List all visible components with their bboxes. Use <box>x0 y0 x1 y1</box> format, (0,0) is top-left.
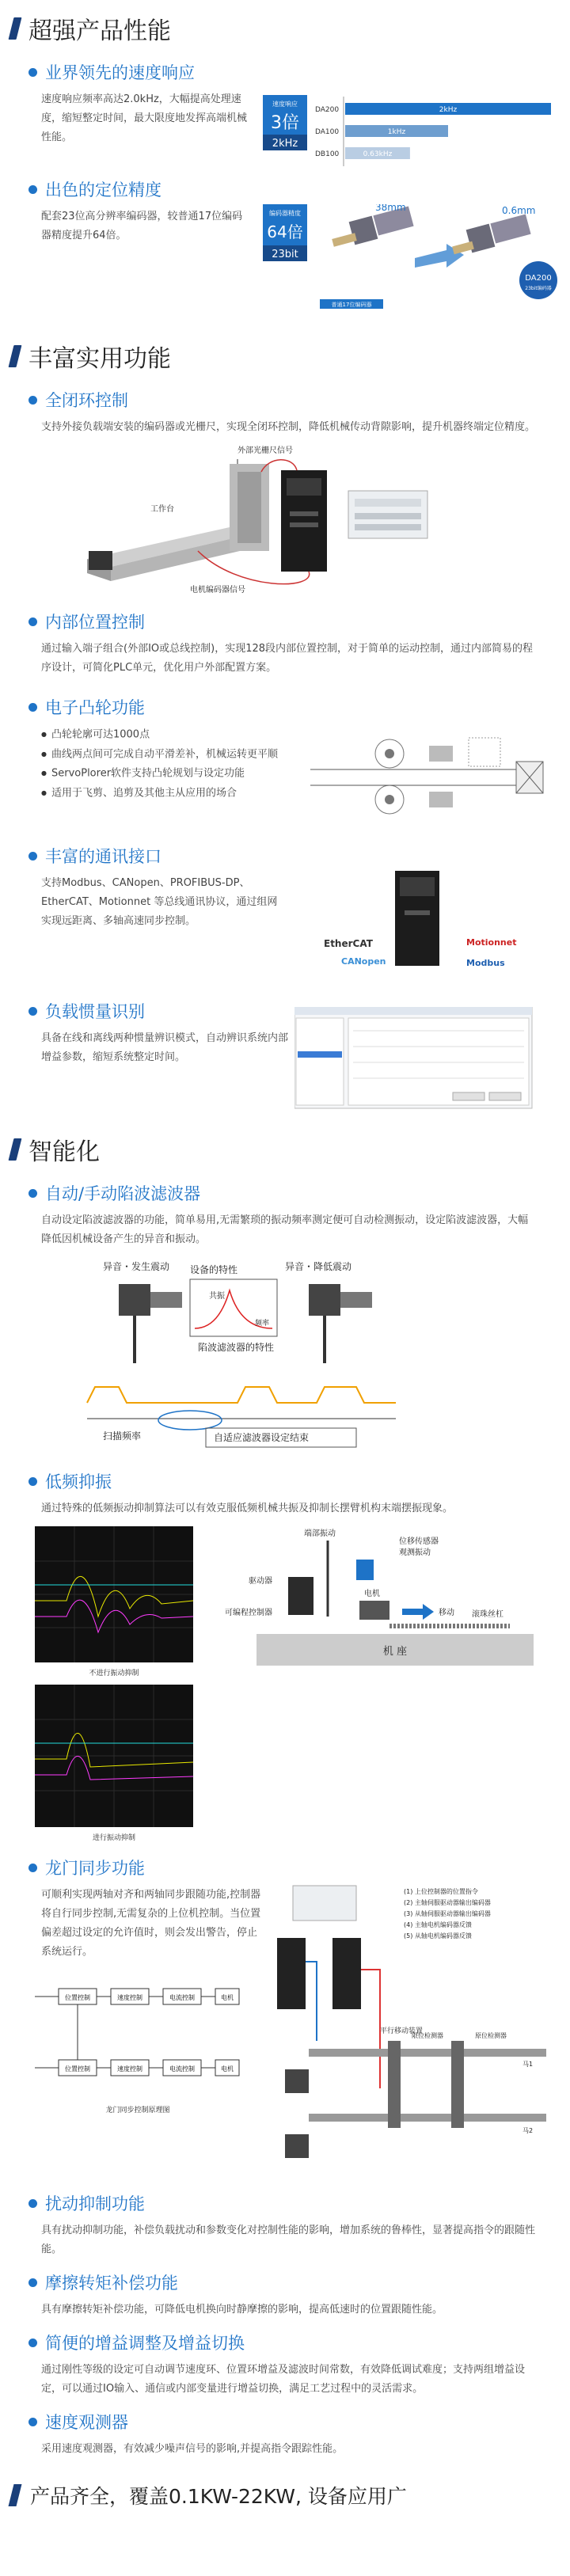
bar-label: DA200 <box>314 106 339 114</box>
subsection-low-frequency <box>0 1461 570 1496</box>
label-axis-1: 马1 <box>522 2061 534 2068</box>
label-origin: 原位检测器 <box>475 2032 507 2039</box>
list-item: ● 曲线两点间可完成自动平滑差补，机械运转更平顺 <box>41 745 302 765</box>
list-item: ● 凸轮轮廓可达1000点 <box>41 725 302 745</box>
subsection-title: 负载惯量识别 <box>45 1002 145 1021</box>
section-bar <box>9 2484 22 2506</box>
position-note: 普通17位编码器 <box>331 302 372 308</box>
position-badge-unit: 23bit <box>271 249 298 260</box>
subsection-closed-loop <box>0 380 570 415</box>
section-header-performance <box>0 0 570 52</box>
caption-after: 进行振动抑制 <box>92 1834 136 1842</box>
section-header-intelligent <box>0 1121 570 1173</box>
section-title: 丰富实用功能 <box>28 345 171 373</box>
subsection-gain <box>0 2323 570 2358</box>
gantry-text: 可顺利实现两轴对齐和两轴同步跟随功能,控制器将自行同步控制,无需复杂的上位机控制。当位置偏差超过设定的允许值时，则会发出警告，停止系统运行。 <box>41 1889 261 1958</box>
subsection-title: 内部位置控制 <box>45 613 145 632</box>
bullet-dot <box>28 185 37 194</box>
subsection-speed <box>0 52 570 87</box>
bullet-dot <box>28 396 37 405</box>
label-base: 机 座 <box>382 1646 408 1658</box>
dim-right: 0.6mm <box>501 205 536 216</box>
gantry-note: (2) 主轴伺服驱动器输出编码器 <box>404 1899 491 1906</box>
label-sensor-2: 观测振动 <box>399 1548 431 1557</box>
subsection-title: 自动/手动陷波滤波器 <box>45 1184 201 1203</box>
cam-diagram <box>302 722 564 833</box>
servo-drive-icon <box>395 871 439 966</box>
disturbance-text: 具有扰动抑制功能，补偿负载扰动和参数变化对控制性能的影响，增加系统的鲁棒性，显著提高指令的跟随性能。 <box>41 2225 536 2255</box>
label-characteristic: 设备的特性 <box>190 1264 238 1275</box>
subsection-internal-position <box>0 602 570 636</box>
bullet-dot <box>28 2199 37 2208</box>
subsection-title: 业界领先的速度响应 <box>45 63 195 82</box>
gantry-block-diagram <box>35 1965 296 2123</box>
bullet-dot <box>28 2418 37 2426</box>
section-bar <box>9 17 22 40</box>
subsection-notch <box>0 1173 570 1208</box>
subsection-title: 电子凸轮功能 <box>45 698 145 717</box>
gantry-note: (3) 从轴伺服驱动器输出编码器 <box>404 1910 491 1917</box>
subsection-cam <box>0 681 570 722</box>
subsection-disturbance <box>0 2183 570 2218</box>
label-filter: 陷波滤波器的特性 <box>198 1342 275 1353</box>
block-current: 电流控制 <box>169 2065 195 2073</box>
da200-tag: DA200 <box>524 274 552 283</box>
bullet-dot <box>28 1007 37 1016</box>
bullet-dot <box>28 1189 37 1198</box>
motor-icon <box>285 2069 309 2093</box>
label-scan: 扫描频率 <box>103 1430 142 1442</box>
bar-value: 1kHz <box>387 128 405 136</box>
vibration-diagram <box>209 1522 557 1712</box>
gantry-system-figure <box>261 1883 562 2183</box>
position-badge-top: 编码器精度 <box>268 210 301 217</box>
bullet-dot <box>28 852 37 861</box>
bar-label: DB100 <box>314 150 339 158</box>
scope-plots <box>35 1522 201 1848</box>
section-title: 智能化 <box>28 1138 100 1166</box>
position-figure <box>256 204 570 323</box>
label-limit: 限位检测器 <box>412 2032 443 2039</box>
servo-drive-icon <box>332 1938 361 2009</box>
observer-text: 采用速度观测器，有效减少噪声信号的影响,并提高指令跟踪性能。 <box>41 2443 344 2455</box>
subsection-friction <box>0 2263 570 2297</box>
bar-value: 2kHz <box>439 106 457 114</box>
block-position: 位置控制 <box>65 2065 90 2073</box>
subsection-title: 低频抑振 <box>45 1472 112 1491</box>
label-grating: 外部光栅尺信号 <box>238 446 293 455</box>
speed-badge-big: 3倍 <box>270 113 299 133</box>
subsection-comm <box>0 833 570 871</box>
label-move: 移动 <box>439 1609 454 1617</box>
closed-loop-text: 支持外接负载端安装的编码器或光栅尺，实现全闭环控制，降低机械传动背隙影响，提升机器终端定位精度。 <box>41 421 536 433</box>
plc-icon <box>348 491 428 538</box>
bullet-dot <box>28 2278 37 2287</box>
label-vibration: 异音・发生震动 <box>103 1261 170 1272</box>
block-speed: 速度控制 <box>117 1994 142 2001</box>
bullet-dot <box>28 1477 37 1486</box>
position-badge-big: 64倍 <box>266 222 303 241</box>
da200-tag-sub: 23bit编码器 <box>524 286 552 291</box>
block-position: 位置控制 <box>65 1994 90 2001</box>
logo-modbus: Modbus <box>466 958 505 968</box>
subsection-title: 扰动抑制功能 <box>45 2194 145 2213</box>
speed-badge-unit: 2kHz <box>272 138 298 150</box>
final-title: 产品齐全，覆盖0.1KW-22KW, 设备应用广 <box>30 2485 407 2508</box>
caption-before: 不进行振动抑制 <box>89 1670 139 1677</box>
comm-figure <box>286 871 570 990</box>
motor-left-icon <box>119 1284 182 1363</box>
comm-text: 支持Modbus、CANopen、PROFIBUS-DP、EtherCAT、Motionnet 等总线通讯协议，通过组网实现远距离、多轴高速同步控制。 <box>41 877 278 927</box>
notch-text: 自动设定陷波滤波器的功能，简单易用,无需繁琐的振动频率测定便可自动检测振动，设定陷波滤波器，大幅降低因机械设备产生的异音和振动。 <box>41 1214 529 1245</box>
notch-figure <box>0 1252 570 1458</box>
block-current: 电流控制 <box>169 1994 195 2001</box>
list-item: ● 适用于飞剪、追剪及其他主从应用的场合 <box>41 784 302 804</box>
section-header-features <box>0 323 570 380</box>
section-bar <box>9 1138 22 1161</box>
bullet-dot <box>28 617 37 626</box>
speed-badge-top: 速度响应 <box>272 101 298 108</box>
label-screw: 滚珠丝杠 <box>472 1610 504 1619</box>
motor-right-icon <box>309 1284 372 1363</box>
subsection-title: 丰富的通讯接口 <box>45 847 162 866</box>
plc-icon <box>293 1886 356 1921</box>
logo-motionnet: Motionnet <box>466 937 517 948</box>
bar-value: 0.63kHz <box>363 150 392 158</box>
gantry-note: (4) 主轴电机编码器反馈 <box>404 1921 472 1928</box>
label-reduced: 异音・降低震动 <box>285 1261 352 1272</box>
internal-position-text: 通过输入端子组合(外部IO或总线控制)，实现128段内部位置控制，对于简单的运动控制，通过内部简易的程序设计，可简化PLC单元，优化用户外部配置方案。 <box>41 643 534 674</box>
servo-drive-icon <box>277 1938 306 2009</box>
block-motor: 电机 <box>221 2065 234 2073</box>
low-frequency-text: 通过特殊的低频振动抑制算法可以有效克服低频机械共振及抑制长摆臂机构末端摆振现象。 <box>41 1503 454 1514</box>
label-sensor: 位移传感器 <box>399 1537 439 1546</box>
section-bar <box>9 345 22 367</box>
label-plc: 可编程控制器 <box>225 1609 272 1617</box>
subsection-title: 全闭环控制 <box>45 391 128 410</box>
gantry-note: (5) 从轴电机编码器反馈 <box>404 1932 472 1940</box>
move-arrow-icon <box>402 1604 434 1620</box>
speed-chart <box>256 87 570 169</box>
logo-canopen: CANopen <box>341 956 386 967</box>
bullet-dot <box>28 703 37 712</box>
dim-left: 38mm <box>374 204 406 213</box>
gantry-note: (1) 上位控制器的位置指令 <box>404 1888 478 1895</box>
list-item: ● ServoPlorer软件支持凸轮规划与设定功能 <box>41 764 302 784</box>
scope-column <box>0 1522 209 1848</box>
label-axis-2: 马2 <box>522 2127 534 2134</box>
bar-label: DA100 <box>314 128 339 136</box>
motor-right-icon <box>452 214 530 254</box>
cam-list <box>0 722 302 833</box>
motor-icon <box>285 2134 309 2158</box>
section-title: 超强产品性能 <box>28 17 171 45</box>
subsection-gantry <box>0 1848 570 1883</box>
subsection-title: 简便的增益调整及增益切换 <box>45 2334 245 2353</box>
gain-text: 通过刚性等级的设定可自动调节速度环、位置环增益及滤波时间常数，有效降低调试难度；支持两组增益设定，可以通过IO输入、通信或内部变量进行增益切换，满足工艺过程中的灵活需求。 <box>41 2364 526 2395</box>
subsection-title: 摩擦转矩补偿功能 <box>45 2274 178 2293</box>
label-rail: 平行移动装置 <box>380 2027 424 2035</box>
block-speed: 速度控制 <box>117 2065 142 2073</box>
subsection-title: 龙门同步功能 <box>45 1859 145 1878</box>
software-screenshot <box>294 1007 540 1110</box>
bullet-dot <box>28 68 37 77</box>
gantry-caption: 龙门同步控制原理图 <box>105 2107 170 2114</box>
subsection-observer <box>0 2402 570 2437</box>
label-auto: 自适应滤波器设定结束 <box>214 1432 310 1443</box>
label-encoder: 电机编码器信号 <box>190 586 245 595</box>
label-resonance: 共振 <box>209 1292 225 1301</box>
speed-text: 速度响应频率高达2.0kHz，大幅提高处理速度，缩短整定时间，最大限度地发挥高端机械性能。 <box>41 93 248 143</box>
bullet-dot <box>28 2339 37 2347</box>
subsection-position <box>0 169 570 204</box>
label-motor: 电机 <box>364 1590 380 1598</box>
servo-drive-icon <box>281 470 327 572</box>
label-end-vibration: 端部振动 <box>304 1529 336 1538</box>
closed-loop-figure <box>0 440 570 598</box>
position-text: 配套23位高分辨率编码器，较普通17位编码器精度提升64倍。 <box>41 211 243 241</box>
bullet-dot <box>28 1864 37 1872</box>
gantry-table-icon <box>87 464 269 581</box>
block-motor: 电机 <box>221 1994 234 2001</box>
final-banner <box>0 2462 570 2529</box>
subsection-title: 速度观测器 <box>45 2413 128 2432</box>
logo-ethercat: EtherCAT <box>324 938 373 949</box>
label-table: 工作台 <box>150 505 174 514</box>
label-drive: 驱动器 <box>249 1577 272 1586</box>
subsection-title: 出色的定位精度 <box>45 180 162 199</box>
label-frequency: 频率 <box>255 1320 270 1328</box>
friction-text: 具有摩擦转矩补偿功能，可降低电机换向时静摩擦的影响，提高低速时的位置跟随性能。 <box>41 2304 443 2316</box>
inertia-text: 具备在线和离线两种惯量辨识模式，自动辨识系统内部增益参数，缩短系统整定时间。 <box>41 1032 289 1063</box>
